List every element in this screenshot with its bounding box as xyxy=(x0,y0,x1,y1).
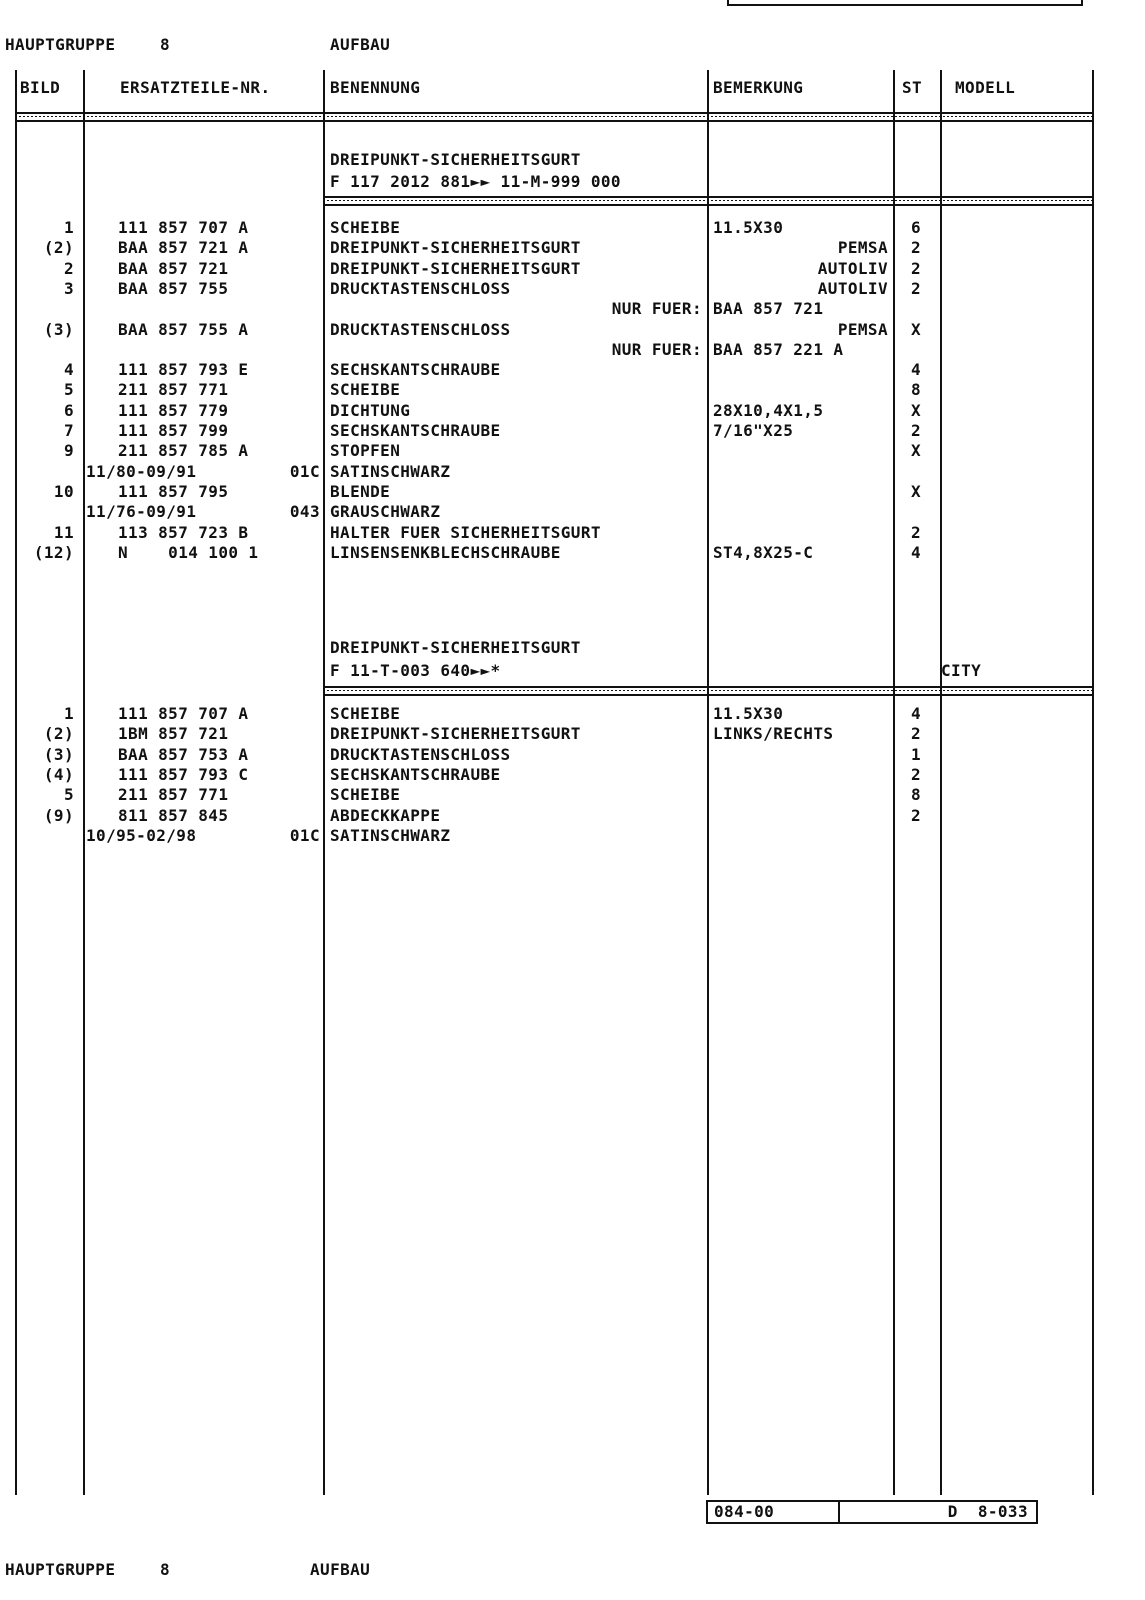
row-date-range: 11/80-09/91 xyxy=(86,461,197,481)
row-benennung: DRUCKTASTENSCHLOSS xyxy=(330,744,511,764)
section-subtitle: F 11-T-003 640►►* xyxy=(330,661,501,680)
row-stueck: 4 xyxy=(910,542,922,562)
row-benennung: DREIPUNKT-SICHERHEITSGURT xyxy=(330,724,581,744)
row-benennung: SCHEIBE xyxy=(330,704,401,723)
row-benennung: DREIPUNKT-SICHERHEITSGURT xyxy=(330,258,581,278)
col-line-right xyxy=(1092,70,1094,1495)
row-bild: 6 xyxy=(63,400,74,420)
row-benennung: STOPFEN xyxy=(330,441,401,461)
row-benennung: SCHEIBE xyxy=(330,218,401,237)
row-part-number: 211 857 771 xyxy=(118,785,229,805)
row-stueck: 8 xyxy=(910,785,922,805)
row-bemerkung: BAA 857 221 A xyxy=(713,339,844,359)
row-bemerkung: ST4,8X25-C xyxy=(713,542,814,562)
row-benennung: SCHEIBE xyxy=(330,785,401,805)
row-color-code: 01C xyxy=(289,461,320,481)
row-stueck: 1 xyxy=(910,744,922,764)
row-bild: (2) xyxy=(43,724,74,744)
row-bemerkung-right: AUTOLIV xyxy=(817,258,888,278)
col-header-name: BENENNUNG xyxy=(330,78,421,97)
footer-group-name: AUFBAU xyxy=(310,1560,371,1579)
row-part-number: 113 857 723 B xyxy=(118,522,249,542)
section-title: DREIPUNKT-SICHERHEITSGURT xyxy=(330,150,581,169)
row-part-number: BAA 857 753 A xyxy=(118,744,249,764)
section-modell: CITY xyxy=(941,661,982,680)
footer-code-right-box xyxy=(836,1500,1038,1524)
row-part-number: 211 857 771 xyxy=(118,380,229,400)
footer-code-right: D 8-033 xyxy=(947,1502,1028,1521)
col-line-bild xyxy=(83,70,85,1495)
row-color-code: 01C xyxy=(289,825,320,845)
row-stueck: 6 xyxy=(910,218,922,237)
row-benennung: LINSENSENKBLECHSCHRAUBE xyxy=(330,542,561,562)
section-subtitle: F 117 2012 881►► 11-M-999 000 xyxy=(330,172,621,191)
row-part-number: N 014 100 1 xyxy=(118,542,259,562)
row-bild: 5 xyxy=(63,785,74,805)
row-stueck: 4 xyxy=(910,360,922,380)
row-benennung: DRUCKTASTENSCHLOSS xyxy=(330,319,511,339)
row-bemerkung-right: AUTOLIV xyxy=(817,278,888,298)
row-part-number: 811 857 845 xyxy=(118,805,229,825)
row-benennung-note: NUR FUER: xyxy=(611,339,702,359)
row-stueck: 2 xyxy=(910,522,922,542)
col-header-bild: BILD xyxy=(20,78,61,97)
row-benennung: SATINSCHWARZ xyxy=(330,461,451,481)
row-date-range: 11/76-09/91 xyxy=(86,502,197,522)
row-bemerkung: 28X10,4X1,5 xyxy=(713,400,824,420)
row-bild: (9) xyxy=(43,805,74,825)
row-bild: 10 xyxy=(53,481,74,501)
row-bild: (3) xyxy=(43,744,74,764)
row-stueck: 2 xyxy=(910,258,922,278)
row-bemerkung-right: PEMSA xyxy=(837,238,888,258)
row-color-code: 043 xyxy=(289,502,320,522)
row-bild: 1 xyxy=(63,704,74,723)
row-benennung: SCHEIBE xyxy=(330,380,401,400)
row-bemerkung: 7/16"X25 xyxy=(713,421,794,440)
row-stueck: 2 xyxy=(910,724,922,744)
row-part-number: BAA 857 755 xyxy=(118,278,229,298)
col-header-nr: ERSATZTEILE-NR. xyxy=(120,78,271,97)
row-stueck: 2 xyxy=(910,421,922,440)
row-bild: 11 xyxy=(53,522,74,542)
row-part-number: 111 857 799 xyxy=(118,421,229,440)
row-bild: (4) xyxy=(43,764,74,784)
row-benennung: SECHSKANTSCHRAUBE xyxy=(330,764,501,784)
row-part-number: 111 857 707 A xyxy=(118,704,249,723)
footer-group-label: HAUPTGRUPPE xyxy=(5,1560,116,1579)
row-stueck: 4 xyxy=(910,704,922,723)
row-stueck: X xyxy=(910,400,922,420)
row-part-number: 111 857 779 xyxy=(118,400,229,420)
row-benennung: SECHSKANTSCHRAUBE xyxy=(330,421,501,440)
row-benennung: DREIPUNKT-SICHERHEITSGURT xyxy=(330,238,581,258)
row-bild: 3 xyxy=(63,278,74,298)
row-bild: (12) xyxy=(33,542,74,562)
row-benennung-note: NUR FUER: xyxy=(611,299,702,319)
row-stueck: 2 xyxy=(910,238,922,258)
row-bild: 4 xyxy=(63,360,74,380)
row-stueck: X xyxy=(910,319,922,339)
group-name: AUFBAU xyxy=(330,35,391,54)
row-part-number: 111 857 793 E xyxy=(118,360,249,380)
section-divider xyxy=(323,686,1092,696)
row-stueck: 8 xyxy=(910,380,922,400)
row-part-number: 111 857 793 C xyxy=(118,764,249,784)
row-part-number: 1BM 857 721 xyxy=(118,724,229,744)
row-part-number: BAA 857 721 A xyxy=(118,238,249,258)
footer-code-left: 084-00 xyxy=(714,1502,775,1521)
row-benennung: GRAUSCHWARZ xyxy=(330,502,441,522)
row-stueck: X xyxy=(910,441,922,461)
col-line-nr xyxy=(323,70,325,1495)
row-bild: (3) xyxy=(43,319,74,339)
row-bemerkung: LINKS/RECHTS xyxy=(713,724,834,744)
col-header-st: ST xyxy=(902,78,923,97)
row-bild: 2 xyxy=(63,258,74,278)
row-stueck: 2 xyxy=(910,764,922,784)
row-date-range: 10/95-02/98 xyxy=(86,825,197,845)
row-benennung: DICHTUNG xyxy=(330,400,411,420)
section-title: DREIPUNKT-SICHERHEITSGURT xyxy=(330,638,581,657)
group-number: 8 xyxy=(160,35,171,54)
section-divider xyxy=(323,196,1092,206)
row-benennung: ABDECKKAPPE xyxy=(330,805,441,825)
row-bild: (2) xyxy=(43,238,74,258)
col-header-modell: MODELL xyxy=(955,78,1016,97)
row-stueck: X xyxy=(910,481,922,501)
col-line-bem xyxy=(893,70,895,1495)
row-part-number: BAA 857 755 A xyxy=(118,319,249,339)
row-benennung: BLENDE xyxy=(330,481,391,501)
row-bild: 9 xyxy=(63,441,74,461)
footer-code-left-box xyxy=(706,1500,840,1524)
row-part-number: 111 857 795 xyxy=(118,481,229,501)
row-benennung: DRUCKTASTENSCHLOSS xyxy=(330,278,511,298)
row-bemerkung-right: PEMSA xyxy=(837,319,888,339)
group-label: HAUPTGRUPPE xyxy=(5,35,116,54)
row-benennung: HALTER FUER SICHERHEITSGURT xyxy=(330,522,601,542)
row-bemerkung: 11.5X30 xyxy=(713,704,784,723)
row-stueck: 2 xyxy=(910,805,922,825)
row-bemerkung: 11.5X30 xyxy=(713,218,784,237)
row-part-number: BAA 857 721 xyxy=(118,258,229,278)
col-line-st xyxy=(940,70,942,1495)
top-page-code-box xyxy=(727,0,1083,6)
row-benennung: SATINSCHWARZ xyxy=(330,825,451,845)
col-header-bem: BEMERKUNG xyxy=(713,78,804,97)
row-bild: 5 xyxy=(63,380,74,400)
col-line-left xyxy=(15,70,17,1495)
row-bild: 1 xyxy=(63,218,74,237)
row-part-number: 211 857 785 A xyxy=(118,441,249,461)
row-bemerkung: BAA 857 721 xyxy=(713,299,824,319)
header-divider xyxy=(15,112,1092,122)
row-benennung: SECHSKANTSCHRAUBE xyxy=(330,360,501,380)
row-stueck: 2 xyxy=(910,278,922,298)
row-part-number: 111 857 707 A xyxy=(118,218,249,237)
row-bild: 7 xyxy=(63,421,74,440)
col-line-name xyxy=(707,70,709,1495)
footer-group-number: 8 xyxy=(160,1560,171,1579)
